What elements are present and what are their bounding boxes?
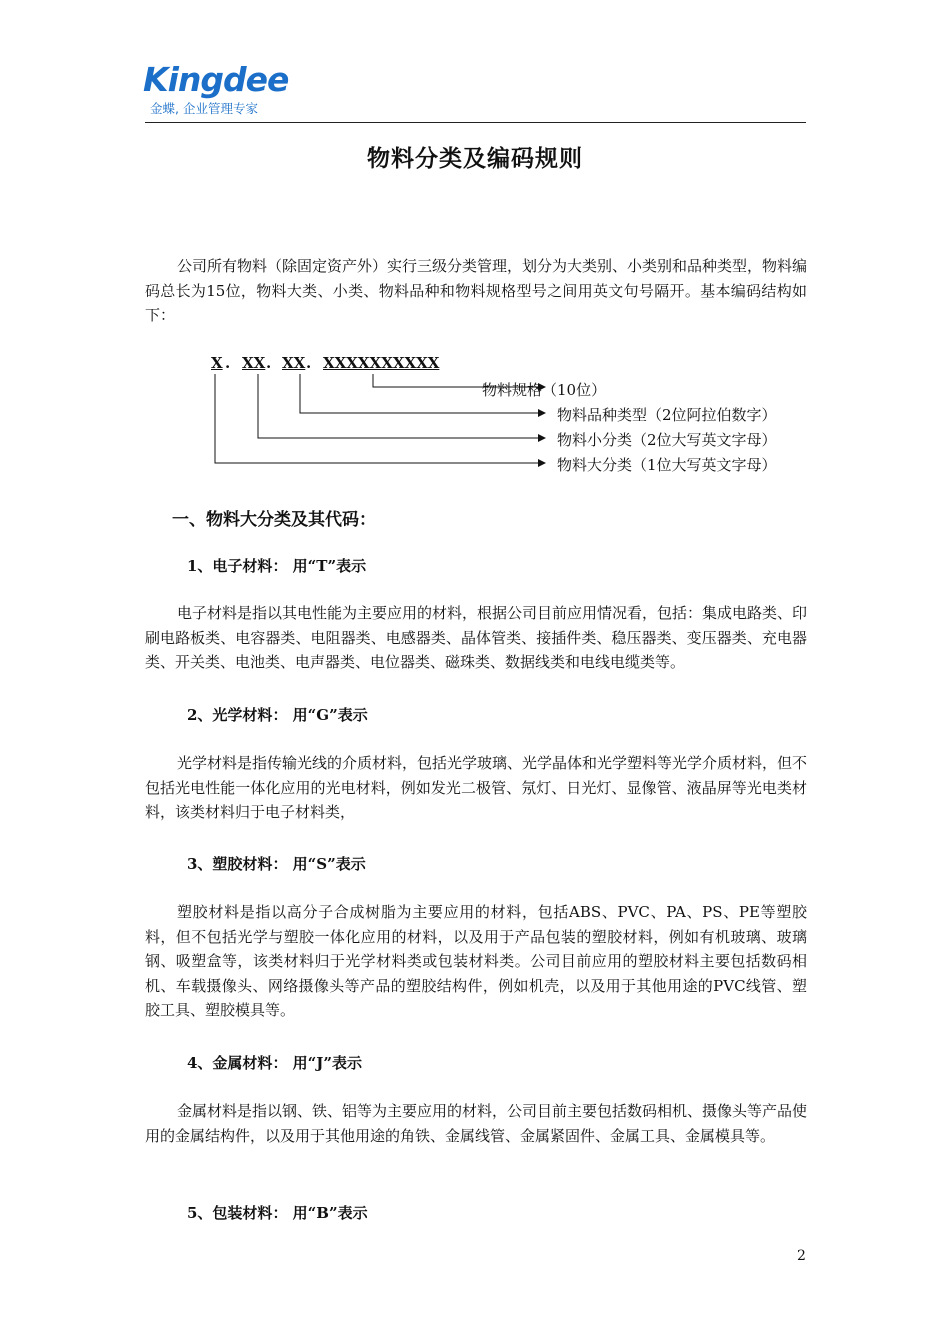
paragraph-optical: 光学材料是指传输光线的介质材料，包括光学玻璃、光学晶体和光学塑料等光学介质材料，但不包括光电性能一体化应用的光电材料，例如发光二极管、氖灯、日光灯、显像管、液晶屏等光电类材料，该类材料归于电子材料类， [145, 754, 808, 821]
subsection-heading-plastic: 3、塑胶材料： 用“S”表示 [187, 855, 366, 873]
code-part-major: X [211, 354, 223, 372]
page-number: 2 [797, 1248, 806, 1264]
subsection-heading-metal: 4、金属材料： 用“J”表示 [187, 1054, 363, 1072]
label-minor: 物料小分类（2位大写英文字母） [557, 431, 777, 449]
label-variety: 物料品种类型（2位阿拉伯数字） [557, 406, 777, 424]
section-heading: 一、物料大分类及其代码： [172, 510, 376, 530]
code-separator: . [266, 354, 272, 372]
paragraph-electronic: 电子材料是指以其电性能为主要应用的材料，根据公司目前应用情况看，包括：集成电路类、印刷电路板类、电容器类、电阻器类、电感器类、晶体管类、接插件类、稳压器类、变压器类、充电器类、开关类、电池类、电声器类、电位器类、磁珠类、数据线类和电线电缆类等。 [145, 604, 808, 671]
logo-tagline: 金蝶, 企业管理专家 [150, 101, 258, 116]
document-title: 物料分类及编码规则 [367, 145, 583, 172]
intro-paragraph: 公司所有物料（除固定资产外）实行三级分类管理，划分为大类别、小类别和品种类型，物料编码总长为15位，物料大类、小类、物料品种和物料规格型号之间用英文句号隔开。基本编码结构如下： [145, 257, 808, 324]
code-separator: . [306, 354, 312, 372]
label-spec: 物料规格（10位） [482, 381, 607, 399]
code-part-spec: XXXXXXXXXX [323, 354, 440, 372]
code-part-minor: XX [242, 354, 266, 372]
logo-wordmark: Kingdee [143, 60, 289, 99]
paragraph-plastic: 塑胶材料是指以高分子合成树脂为主要应用的材料，包括ABS、PVC、PA、PS、PE等塑胶料，但不包括光学与塑胶一体化应用的材料，以及用于产品包装的塑胶材料，例如有机玻璃、玻璃钢、吸塑盒等，该类材料归于光学材料类或包装材料类。公司目前应用的塑胶材料主要包括数码相机、车载摄像头、网络摄像头等产品的塑胶结构件，例如机壳，以及用于其他用途的PVC线管、塑胶工具、塑胶模具等。 [145, 903, 807, 1019]
label-major: 物料大分类（1位大写英文字母） [557, 456, 777, 474]
subsection-heading-optical: 2、光学材料： 用“G”表示 [187, 706, 368, 724]
code-part-variety: XX [282, 354, 306, 372]
subsection-heading-electronic: 1、电子材料： 用“T”表示 [187, 557, 367, 575]
subsection-heading-packaging: 5、包装材料： 用“B”表示 [187, 1204, 368, 1222]
paragraph-metal: 金属材料是指以钢、铁、铝等为主要应用的材料，公司目前主要包括数码相机、摄像头等产品使用的金属结构件，以及用于其他用途的角铁、金属线管、金属紧固件、金属工具、金属模具等。 [145, 1102, 808, 1145]
code-separator: . [225, 354, 231, 372]
